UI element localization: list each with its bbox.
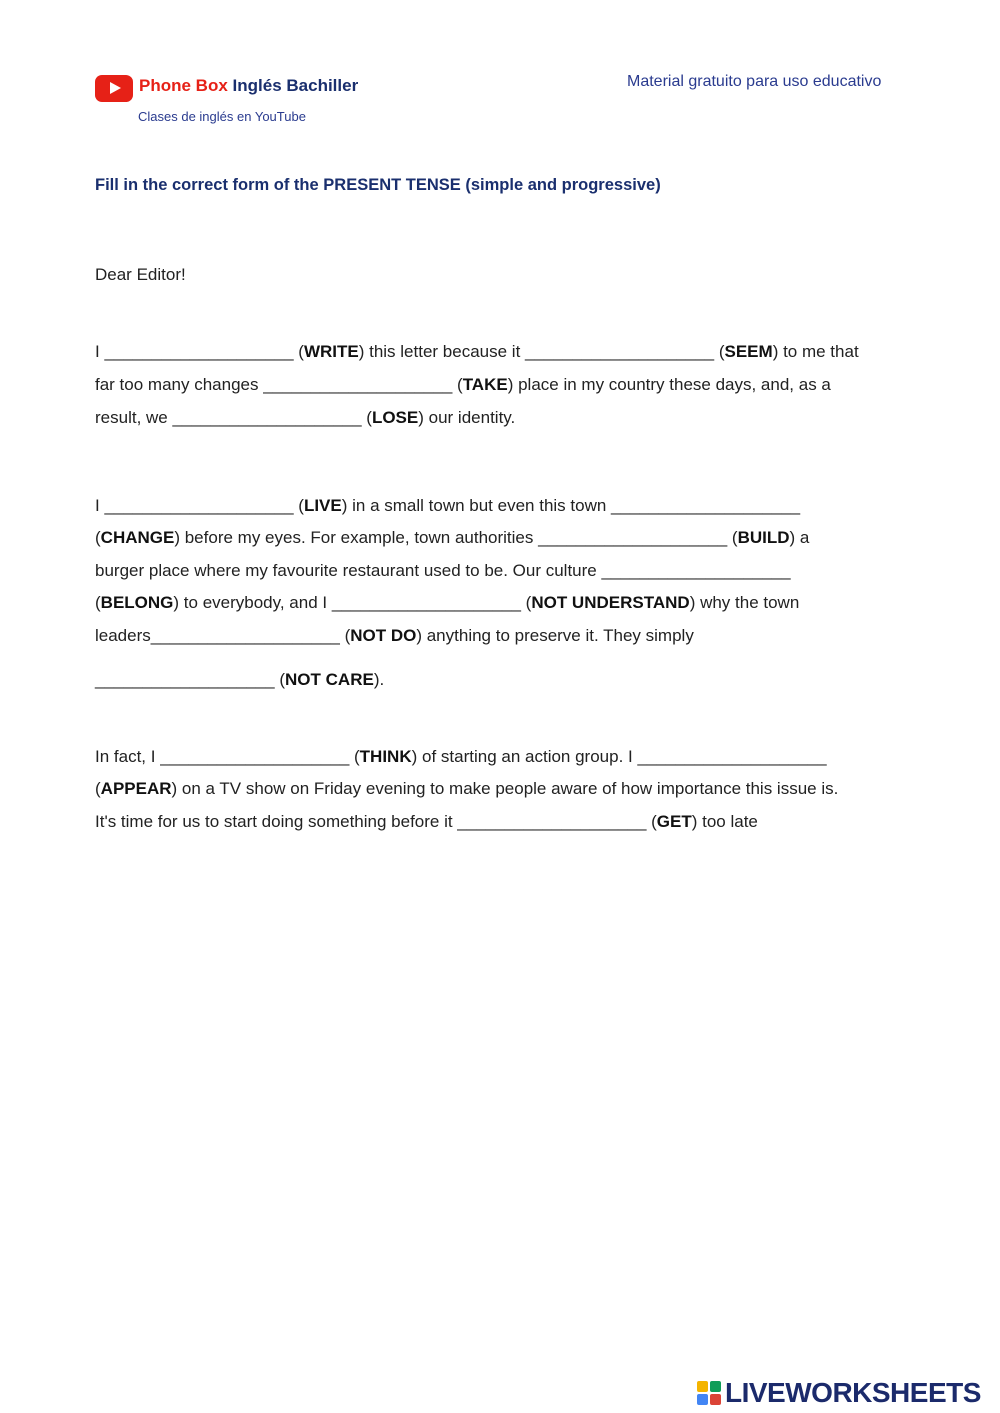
text-line	[95, 527, 809, 549]
verb-prompt: LOSE	[371, 408, 419, 427]
youtube-icon	[95, 75, 133, 102]
verb-prompt: NOT CARE	[285, 670, 374, 689]
verb-prompt: GET	[656, 812, 692, 831]
verb-prompt: NOT UNDERSTAND	[531, 593, 690, 612]
text-segment: I ____________________ (	[95, 342, 304, 361]
text-segment: ) on a TV show on Friday evening to make people aware of how importance this issue is.	[171, 779, 839, 798]
text-segment: (	[95, 528, 101, 547]
text-line	[95, 560, 791, 582]
verb-prompt: BUILD	[737, 528, 790, 547]
verb-prompt: APPEAR	[100, 779, 172, 798]
text-line	[95, 341, 859, 363]
text-segment: ___________________ (	[95, 670, 286, 689]
letter-salutation: Dear Editor!	[95, 265, 186, 284]
text-segment: I ____________________ (	[95, 496, 304, 515]
brand-name-blue: Inglés Bachiller	[232, 76, 359, 95]
brand-subtitle: Clases de inglés en YouTube	[138, 109, 306, 124]
brand-name	[139, 76, 358, 96]
text-line	[95, 746, 827, 768]
grid-square	[697, 1381, 708, 1392]
text-segment: ) to me that	[772, 342, 859, 361]
text-segment: In fact, I ____________________ (	[95, 747, 360, 766]
grid-square	[710, 1381, 721, 1392]
verb-prompt: WRITE	[303, 342, 359, 361]
text-segment: ) too late	[691, 812, 758, 831]
text-segment: ) in a small town but even this town ____________________	[341, 496, 801, 515]
text-segment: ) why the town	[689, 593, 800, 612]
text-line	[95, 374, 831, 396]
text-segment: ) this letter because it ____________________ (	[358, 342, 725, 361]
text-line	[95, 592, 799, 614]
text-segment: far too many changes ____________________ (	[95, 375, 463, 394]
text-line	[95, 625, 694, 647]
verb-prompt: BELONG	[100, 593, 174, 612]
exercise-instruction: Fill in the correct form of the PRESENT TENSE (simple and progressive)	[95, 176, 661, 194]
text-segment: ) place in my country these days, and, as a	[507, 375, 831, 394]
text-segment: ) our identity.	[418, 408, 516, 427]
grid-square	[697, 1394, 708, 1405]
liveworksheets-grid-icon	[697, 1381, 721, 1405]
text-segment: (	[95, 593, 101, 612]
verb-prompt: TAKE	[462, 375, 508, 394]
text-segment: ) anything to preserve it. They simply	[416, 626, 694, 645]
verb-prompt: NOT DO	[350, 626, 417, 645]
verb-prompt: LIVE	[303, 496, 342, 515]
verb-prompt: THINK	[359, 747, 412, 766]
text-segment: ) of starting an action group. I ____________________	[411, 747, 827, 766]
text-segment: (	[95, 779, 101, 798]
text-line	[95, 407, 515, 429]
text-segment: leaders____________________ (	[95, 626, 351, 645]
brand-logo	[95, 70, 358, 102]
brand-name-red: Phone Box	[139, 76, 228, 95]
text-segment: burger place where my favourite restaurant used to be. Our culture ____________________	[95, 561, 791, 580]
liveworksheets-logo	[697, 1378, 981, 1408]
header-note: Material gratuito para uso educativo	[627, 73, 882, 90]
liveworksheets-text: LIVEWORKSHEETS	[725, 1377, 981, 1408]
text-segment: It's time for us to start doing something before it ____________________ (	[95, 812, 657, 831]
verb-prompt: CHANGE	[100, 528, 175, 547]
verb-prompt: SEEM	[724, 342, 773, 361]
text-line	[95, 778, 838, 800]
text-segment: ) before my eyes. For example, town authorities ____________________ (	[174, 528, 738, 547]
text-segment: ) to everybody, and I ____________________ (	[173, 593, 532, 612]
text-segment: result, we ____________________ (	[95, 408, 372, 427]
text-line	[95, 669, 384, 691]
text-segment: ) a	[789, 528, 810, 547]
grid-square	[710, 1394, 721, 1405]
text-line	[95, 495, 800, 517]
text-line	[95, 811, 758, 833]
text-segment: ).	[373, 670, 385, 689]
